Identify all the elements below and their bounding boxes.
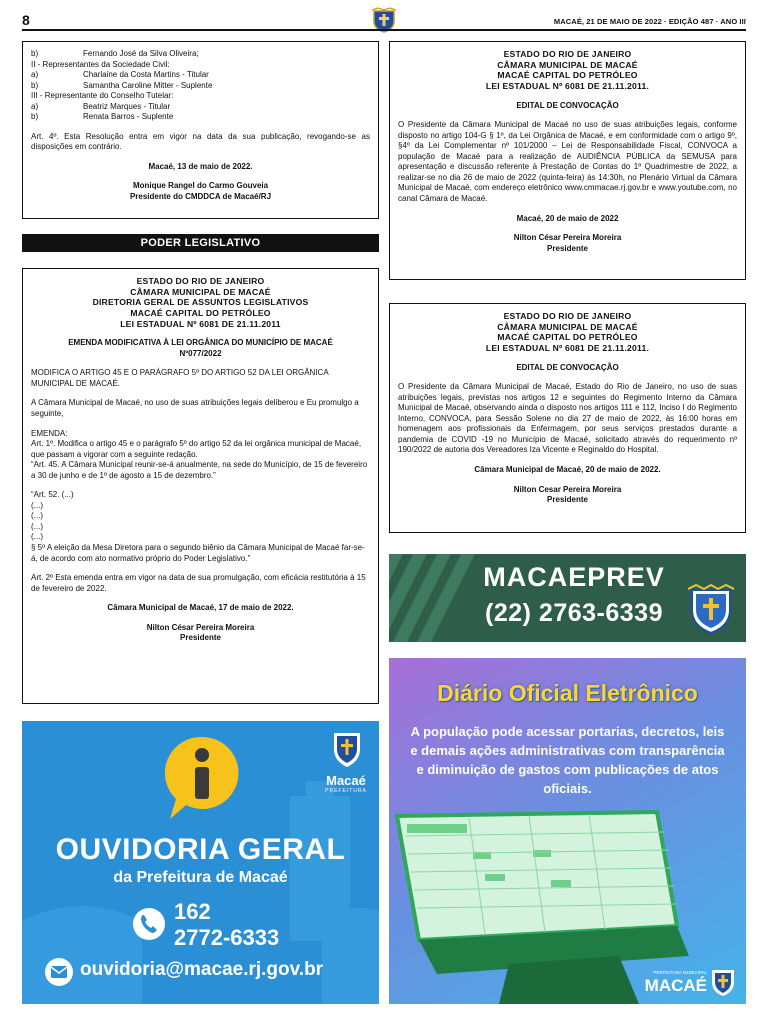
coat-of-arms-icon <box>707 966 739 998</box>
ouvidoria-subtitle: da Prefeitura de Macaé <box>113 869 288 886</box>
resolution-signer-role: Presidente do CMDDCA de Macaé/RJ <box>129 192 272 202</box>
edition-line: MACAÉ, 21 DE MAIO DE 2022 · EDIÇÃO 487 · ANO III <box>553 17 746 26</box>
member-list-value: Renata Barros - Suplente <box>83 112 174 122</box>
phone-icon <box>132 907 166 941</box>
emenda-title-line: LEI ESTADUAL Nº 6081 DE 21.11.2011 <box>120 318 281 329</box>
emenda-signer-role: Presidente <box>180 633 221 643</box>
edital2-title-line: ESTADO DO RIO DE JANEIRO <box>503 311 632 321</box>
member-list <box>31 49 370 123</box>
emenda-box <box>22 268 379 704</box>
diario-title: Diário Oficial Eletrônico <box>437 680 698 706</box>
article-4: Art. 4º. Esta Resolução entra em vigor na data da sua publicação, revogando-se as disposições em contrário. <box>31 131 370 152</box>
edital2-title-line: MACAÉ CAPITAL DO PETRÓLEO <box>497 332 638 343</box>
member-list-row <box>31 112 370 123</box>
edital1-body: O Presidente da Câmara Municipal de Macaé no uso de suas atribuições legais, conforme disposto no artigo 104-G § 1º, da Lei Orgânica de Macaé, e em conformidade com o artigo 9º, §4º da Lei Complementar nº 101/2000 – Lei de Responsabilidade Fiscal, CONVOCA a população de Macaé para a realização de AUDIÊNCIA PÚBLICA da SEMUSA para apresentação e discussão referente à Prestação de Contas do 1º Quadrimestre de 2022, a realizar-se no dia 26 de maio de 2022 (quinta-feira) às 14:30h, no Plenário Virtual da Câmara Municipal de Macaé, com endereço eletrônico www.cmmacae.rj.gov.br e www.youtube.com, no canal Câmara de Macaé. <box>398 120 737 203</box>
page-number: 8 <box>22 12 30 28</box>
member-list-row <box>31 102 370 113</box>
emenda-heading: EMENDA MODIFICATIVA À LEI ORGÂNICA DO MUNICÍPIO DE MACAÉ <box>68 338 333 348</box>
emenda-title-line: CÂMARA MUNICIPAL DE MACAÉ <box>130 286 271 297</box>
macaeprev-text <box>449 560 699 632</box>
diario-oficial-ad[interactable] <box>389 658 746 1004</box>
emenda-ementa: MODIFICA O ARTIGO 45 E O PARÁGRAFO 5º DO ARTIGO 52 DA LEI ORGÂNICA MUNICIPAL DE MACAÉ. <box>31 368 329 388</box>
edital1-signer-role: Presidente <box>547 243 588 253</box>
edital1-title-line: CÂMARA MUNICIPAL DE MACAÉ <box>497 59 638 70</box>
section-bar-poder-legislativo: PODER LEGISLATIVO <box>22 234 379 252</box>
emenda-ellipsis: (...) <box>31 500 43 510</box>
edital2-title-line: LEI ESTADUAL Nº 6081 DE 21.11.2011. <box>485 342 650 353</box>
member-list-key: b) <box>31 49 39 58</box>
ouvidoria-phone-1: 162 <box>174 899 211 924</box>
resolution-continuation-box <box>22 41 379 219</box>
member-list-row <box>31 91 370 102</box>
macaeprev-ad[interactable] <box>389 554 746 642</box>
member-list-key: b) <box>31 80 39 90</box>
emenda-ellipsis: (...) <box>31 521 43 531</box>
member-list-value: III - Representante do Conselho Tutelar: <box>31 91 174 101</box>
coat-of-arms-icon <box>684 584 738 636</box>
emenda-date: Câmara Municipal de Macaé, 17 de maio de 2022. <box>107 603 294 613</box>
ouvidoria-title: OUVIDORIA GERAL <box>55 833 346 866</box>
member-list-key: b) <box>31 112 39 122</box>
emenda-par5: § 5º A eleição da Mesa Diretora para o segundo biênio da Câmara Municipal de Macaé far-se-á, de acordo com ato normativo próprio do Poder Legislativo.” <box>31 543 365 563</box>
edital1-title-line: LEI ESTADUAL Nº 6081 DE 21.11.2011. <box>485 80 650 91</box>
email-icon <box>44 957 74 987</box>
diario-text: A população pode acessar portarias, decretos, leis e demais ações administrativas com transparência e diminuição de gastos com publicações de atos oficiais. <box>410 724 725 796</box>
emenda-title-line: ESTADO DO RIO DE JANEIRO <box>136 276 265 286</box>
emenda-art1: Art. 1º. Modifica o artigo 45 e o parágrafo 5º do artigo 52 da lei orgânica municipal de Macaé, que passam a vigorar com a seguinte redação. <box>31 439 362 459</box>
emenda-art2: Art. 2º Esta emenda entra em vigor na data de sua promulgação, com eficácia restitutória à 15 de fevereiro de 2022. <box>31 573 366 593</box>
member-list-row <box>31 81 370 92</box>
edital1-heading: EDITAL DE CONVOCAÇÃO <box>516 100 619 110</box>
macae-logo-text: Macaé <box>326 773 366 788</box>
member-list-value: Fernando José da Silva Oliveira; <box>83 49 199 58</box>
edital2-title-block <box>398 311 737 354</box>
emenda-signer: Nilton César Pereira Moreira <box>146 622 255 632</box>
resolution-date: Macaé, 13 de maio de 2022. <box>148 161 253 171</box>
ouvidoria-ad[interactable] <box>22 721 379 1004</box>
macaeprev-phone: (22) 2763-6339 <box>485 599 663 627</box>
diario-brand: MACAÉ <box>644 976 707 995</box>
edital2-signer-role: Presidente <box>547 495 588 505</box>
member-list-row <box>31 60 370 71</box>
member-list-row <box>31 70 370 81</box>
edital1-date: Macaé, 20 de maio de 2022 <box>516 213 619 223</box>
emenda-ellipsis: (...) <box>31 511 43 521</box>
emenda-title-line: MACAÉ CAPITAL DO PETRÓLEO <box>130 307 271 318</box>
emenda-number: Nº077/2022 <box>179 348 222 358</box>
edital1-signer: Nilton César Pereira Moreira <box>513 233 622 243</box>
member-list-value: II - Representantes da Sociedade Civil: <box>31 59 170 69</box>
member-list-value: Beatriz Marques - Titular <box>83 101 171 111</box>
diario-brand-sub: PREFEITURA MUNICIPAL <box>653 970 707 975</box>
member-list-key: a) <box>31 70 39 80</box>
member-list-key: a) <box>31 101 39 111</box>
resolution-signer: Monique Rangel do Carmo Gouveia <box>132 181 269 191</box>
emenda-preamble: A Câmara Municipal de Macaé, no uso de suas atribuições legais deliberou e Eu promulgo a seguinte, <box>31 398 359 419</box>
info-icon <box>162 733 242 825</box>
emenda-art52: “Art. 52. (...) <box>31 490 74 500</box>
member-list-value: Samantha Caroline Mitter - Suplente <box>83 80 213 90</box>
member-list-value: Charlaine da Costa Martins - Titular <box>83 70 209 80</box>
ouvidoria-email[interactable]: ouvidoria@macae.rj.gov.br <box>80 959 324 980</box>
edital2-body: O Presidente da Câmara Municipal de Macaé, Estado do Rio de Janeiro, no uso de suas atribuições legais, previstas nos artigos 12 e seguintes do Regimento Interno da Câmara Municipal de Macaé, observando ainda o disposto nos artigos 111 e 112, Inciso I do Regimento Interno, CONVOCA, para Sessão Solene no dia 27 de maio de 2022, às 16:00 horas em homenagem aos profissionais da Enfermagem, por seus serviços prestados durante a pandemia de COVID -19 no Município de Macaé, solicitado através do requerimento nº 190/2022 de autoria dos Vereadores Iza Vicente e Reginaldo do Hospital. <box>398 382 737 455</box>
edital2-title-line: CÂMARA MUNICIPAL DE MACAÉ <box>497 321 638 332</box>
emenda-label: EMENDA: <box>31 428 68 438</box>
macae-logo-icon <box>324 729 370 773</box>
edital2-heading: EDITAL DE CONVOCAÇÃO <box>516 362 619 372</box>
macae-logo-sub: PREFEITURA <box>325 788 367 794</box>
emenda-ellipsis: (...) <box>31 532 43 542</box>
edital2-signer: Nilton Cesar Pereira Moreira <box>513 484 622 494</box>
ouvidoria-phone-2: 2772-6333 <box>174 925 280 950</box>
edital1-title-line: MACAÉ CAPITAL DO PETRÓLEO <box>497 70 638 81</box>
emenda-art45: “Art. 45. A Câmara Municipal reunir-se-á anualmente, na sede do Município, de 15 de fevereiro a 30 de junho e de 1º de agosto a 15 de dezembro.” <box>31 460 368 480</box>
macaeprev-name: MACAEPREV <box>483 562 665 592</box>
edital1-title-line: ESTADO DO RIO DE JANEIRO <box>503 49 632 59</box>
emenda-title-line: DIRETORIA GERAL DE ASSUNTOS LEGISLATIVOS <box>92 297 309 308</box>
header-divider <box>22 29 746 31</box>
emenda-title-block <box>31 276 370 329</box>
edital1-title-block <box>398 49 737 92</box>
edital-convocacao-2 <box>389 303 746 533</box>
edital2-date: Câmara Municipal de Macaé, 20 de maio de 2022. <box>474 465 661 474</box>
member-list-row <box>31 49 370 60</box>
edital-convocacao-1 <box>389 41 746 280</box>
